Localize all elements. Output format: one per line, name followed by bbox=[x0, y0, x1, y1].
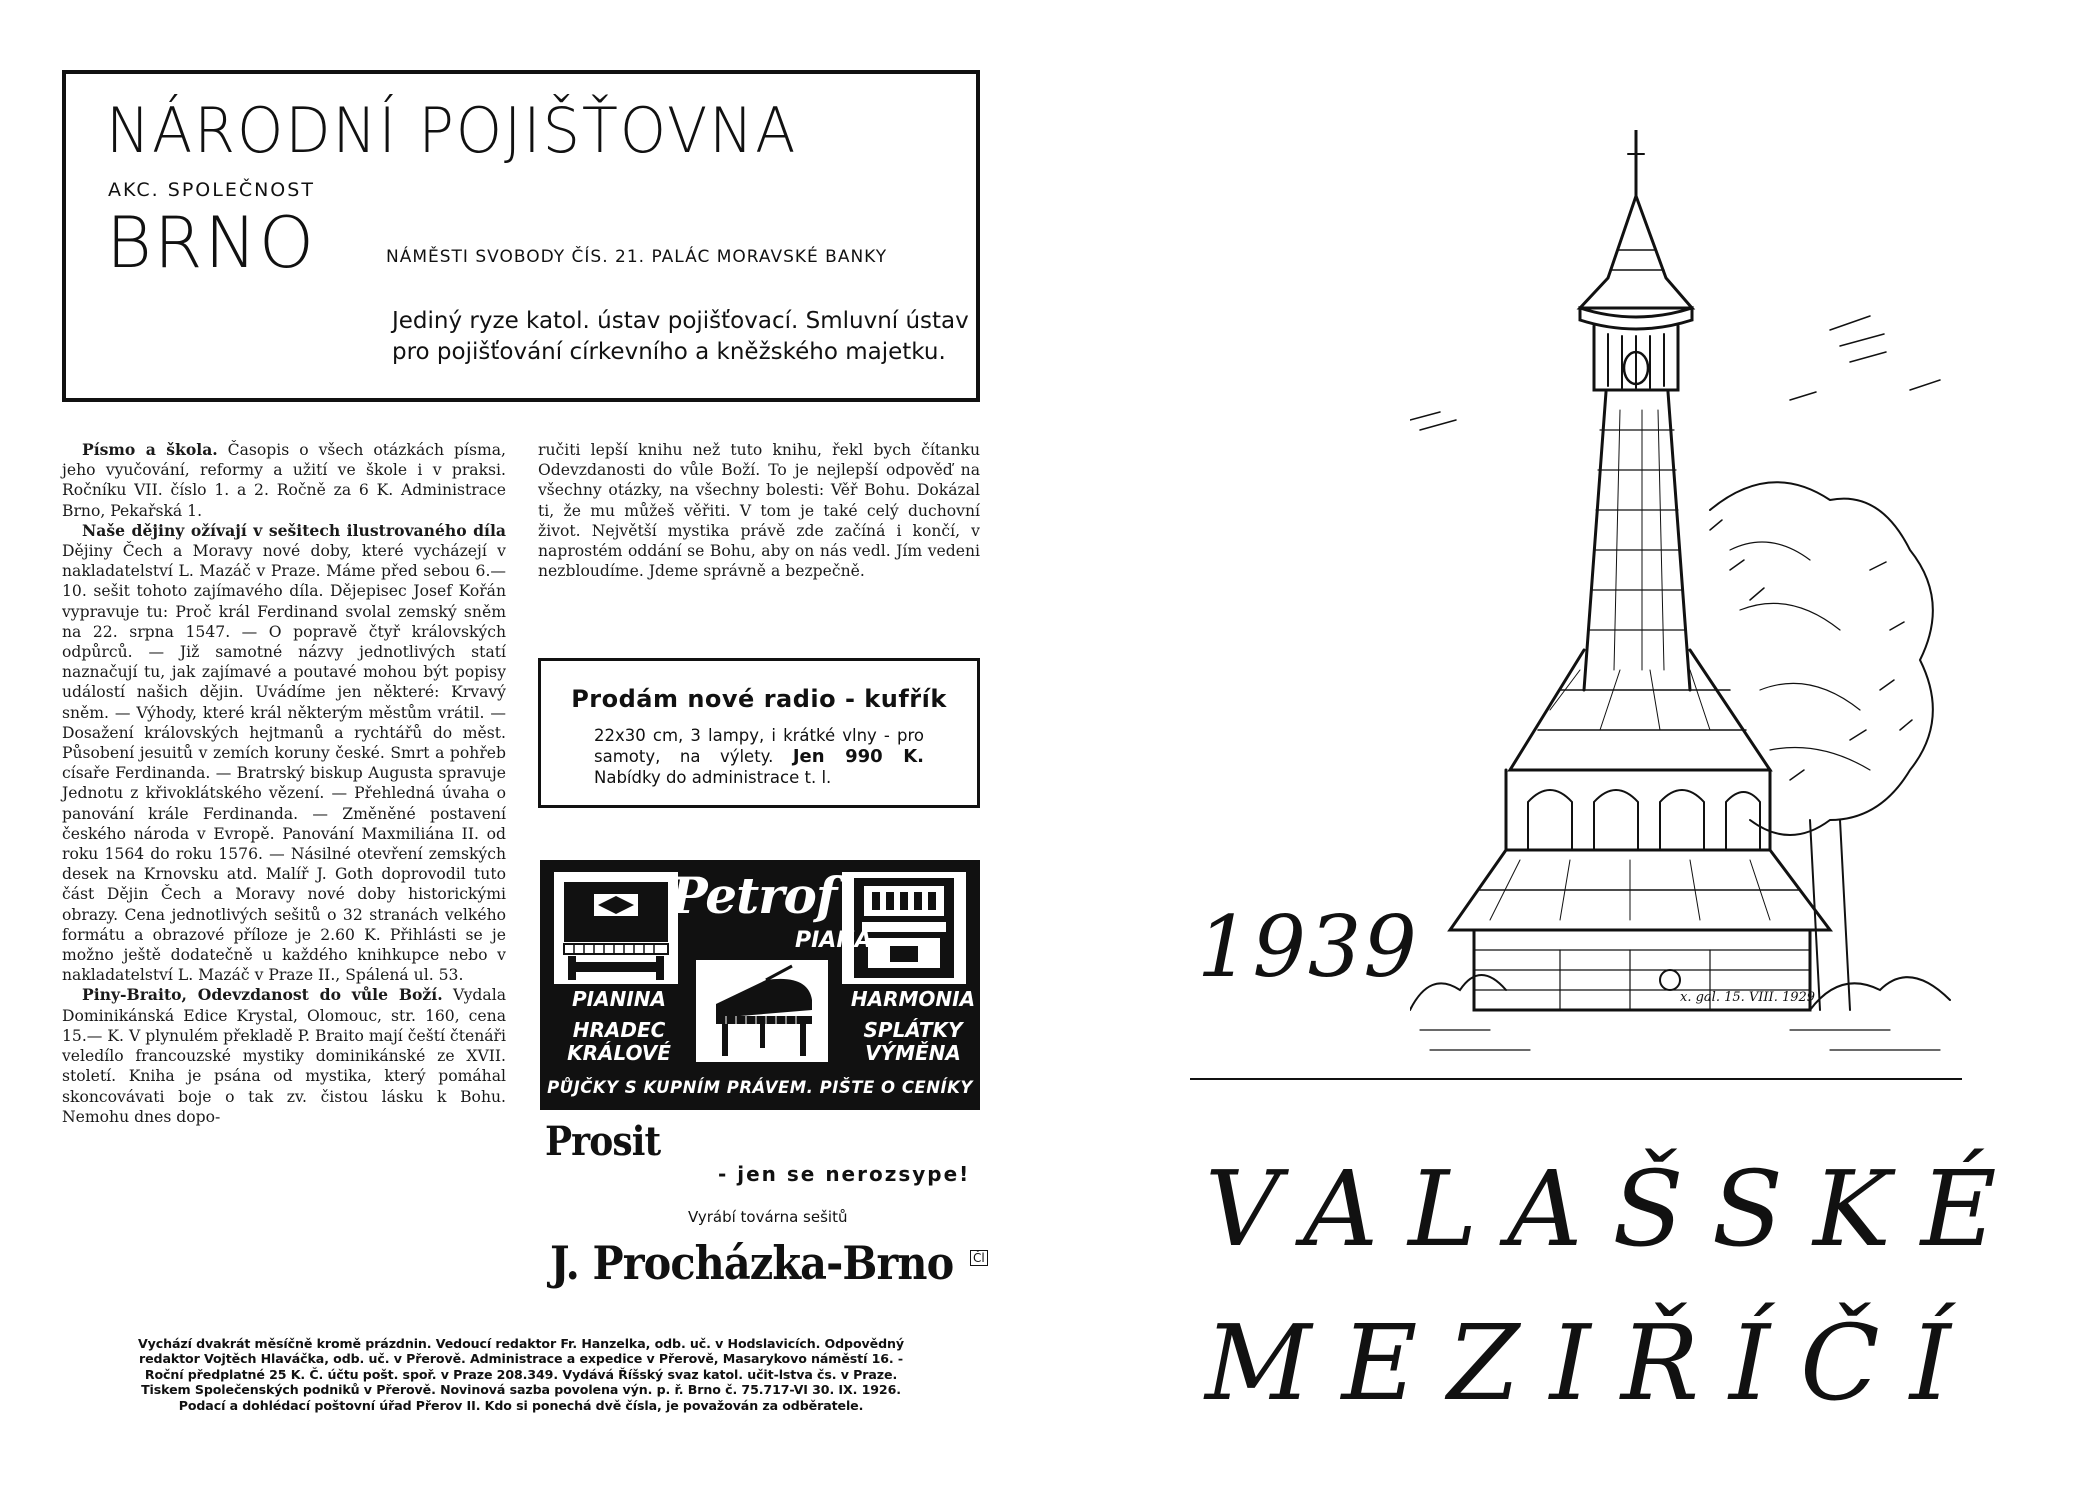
radio-ad-headline: Prodám nové radio - kufřík bbox=[571, 685, 947, 713]
cover-title-line-2: MEZIŘÍČÍ bbox=[1205, 1302, 1981, 1424]
petrof-hradec-label: HRADEC bbox=[572, 1018, 666, 1042]
review-heading: Piny-Braito, Odevzdanost do vůle Boží. bbox=[82, 985, 443, 1005]
middle-text-column bbox=[538, 440, 980, 581]
insurance-ad-city: BRNO bbox=[106, 202, 316, 284]
petrof-harmonia-label: HARMONIA bbox=[850, 987, 976, 1011]
petrof-footer: PŮJČKY S KUPNÍM PRÁVEM. PIŠTE O CENÍKY bbox=[547, 1078, 973, 1097]
insurance-ad-subtitle: AKC. SPOLEČNOST bbox=[108, 179, 315, 201]
prosit-brand: Prosit bbox=[545, 1118, 661, 1165]
petrof-piana-label: PIANA bbox=[795, 928, 872, 953]
radio-classified-ad bbox=[538, 658, 980, 808]
imprint-line: Podací a dohlédací poštovní úřad Přerov II. Kdo si ponechá dvě čísla, je považován za odběratele. bbox=[178, 1397, 864, 1413]
imprint-line: redaktor Vojtěch Hlaváčka, odb. uč. v Přerově. Administrace a expedice v Přerově, Masarykovo náměstí 16. - bbox=[138, 1351, 904, 1367]
radio-ad-price: Jen 990 K. bbox=[792, 746, 924, 767]
insurance-ad-desc-line-1: Jediný ryze katol. ústav pojišťovací. Smluvní ústav bbox=[392, 308, 969, 334]
left-text-column bbox=[62, 440, 506, 1127]
radio-ad-body bbox=[594, 725, 924, 788]
radio-ad-offer: Nabídky do administrace t. l. bbox=[594, 768, 832, 787]
upright-piano-icon bbox=[554, 872, 678, 984]
review-continuation: ručiti lepší knihu než tuto knihu, řekl bych čítanku Odevzdanosti do vůle Boží. To je nejlepší odpověď na všechny otázky, na všechny bolesti: Věř Bohu. Dokázal ti, že mu můžeš věřiti. V tom je také celý duchovní život. Největší mystika právě zde začíná i končí, v naprostém oddání se Bohu, aby on nás vedl. Jím vedeni nezbloudíme. Jdeme správně a bezpečně. bbox=[538, 441, 980, 581]
bell-tower-sketch-icon bbox=[1410, 130, 1970, 1090]
review-body: Vydala Dominikánská Edice Krystal, Olomouc, str. 160, cena 15.— K. V plynulém překladě P. Braito mají čeští čtenáři veledílo francouzské mystiky dominikánské ze XVII. století. Kniha je psána od mystika, který pomáhal skoncovávati boje o tak zv. čistou lásku k Bohu. Nemohu dnes dopo- bbox=[62, 986, 506, 1126]
petrof-right-labels bbox=[846, 988, 980, 1065]
review-heading: Písmo a škola. bbox=[82, 440, 218, 459]
review-pismo-a-skola bbox=[62, 440, 506, 521]
artist-signature: x. gal. 15. VIII. 1929 bbox=[1680, 990, 1816, 1005]
radio-ad-desc: 22x30 cm, 3 lampy, i krátké vlny - pro samoty, na výlety. bbox=[594, 726, 924, 766]
review-body: Dějiny Čech a Moravy nové doby, které vycházejí v nakladatelství L. Mazáč v Praze. Máme před sebou 6.—10. sešit tohoto zajímavého díla. Dějepisec Josef Kořán vypravuje tu: Proč král Ferdinand svolal zemský sněm na 22. srpna 1547. — O popravě čtyř královských odpůrců. — Již samotné názvy jednotlivých statí naznačují tu, jak zajímavé a poutavé mohou být popisy událostí našich dějin. Uvádíme jen některé: Krvavý sněm. — Výhody, které král některým městům vrátil. — Dosažení královských hejtmanů a rychtářů do měst. Působení jesuitů v zemích koruny české. Smrt a pohřeb císaře Ferdinanda. — Bratrský biskup Augusta spravuje Jednotu z křivoklátského vězení. — Přehledná úvaha o panování krále Ferdinanda. — Změněné postavení českého národa v Evropě. Panování Maxmiliána II. od roku 1564 do roku 1576. — Násilné otevření zemských desek na Krnovsku atd. Malíř J. Goth doprovodil tuto část Dějin Čech a Moravy nové doby historickými obrazy. Cena jednotlivých sešitů o 32 stranách velkého formátu a obrazové příloze je 2.60 K. Přihlásti se je možno ještě dodatečně u každého knihkupce nebo v nakladatelství L. Mazáč v Praze II., Spálená ul. 53. bbox=[62, 542, 506, 985]
prosit-made-by: Vyrábí továrna sešitů bbox=[688, 1208, 848, 1226]
insurance-ad-address: NÁMĚSTI SVOBODY ČÍS. 21. PALÁC MORAVSKÉ BANKY bbox=[386, 247, 888, 267]
prosit-maker: J. Procházka-Brno bbox=[550, 1236, 954, 1290]
review-heading: Naše dějiny ožívají v sešitech ilustrovaného díla bbox=[82, 520, 506, 540]
imprint-line: Tiskem Společenských podniků v Přerově. Novinová sazba povolena výn. p. ř. Brno č. 75.717-VI 30. IX. 1926. bbox=[141, 1382, 901, 1398]
petrof-logo: Petrof bbox=[670, 866, 837, 925]
imprint-line: Roční předplatné 25 K. Č. účtu pošt. spoř. v Praze 208.349. Vydává Říšský svaz katol. učit-lstva čs. v Praze. bbox=[144, 1366, 898, 1382]
grand-piano-icon bbox=[696, 960, 828, 1062]
prosit-trademark: Čl bbox=[970, 1250, 988, 1266]
review-body: Časopis o všech otázkách písma, jeho vyučování, reformy a užití ve škole i v praksi. Ročníku VII. číslo 1. a 2. Ročně za 6 K. Administrace Brno, Pekařská 1. bbox=[62, 441, 506, 520]
petrof-splatky-label: SPLÁTKY bbox=[863, 1018, 963, 1042]
cover-divider bbox=[1190, 1078, 1962, 1080]
insurance-ad-description bbox=[392, 306, 969, 368]
review-nase-dejiny bbox=[62, 521, 506, 986]
petrof-pianina-label: PIANINA bbox=[572, 987, 666, 1011]
petrof-piano-ad bbox=[540, 860, 980, 1110]
imprint bbox=[62, 1336, 980, 1413]
prosit-slogan: - jen se nerozsype! bbox=[718, 1162, 971, 1186]
petrof-left-labels bbox=[544, 988, 694, 1065]
insurance-ad-desc-line-2: pro pojišťování církevního a kněžského majetku. bbox=[392, 339, 946, 365]
insurance-ad bbox=[62, 70, 980, 402]
petrof-vymena-label: VÝMĚNA bbox=[865, 1041, 961, 1065]
imprint-line: Vychází dvakrát měsíčně kromě prázdnin. Vedoucí redaktor Fr. Hanzelka, odb. uč. v Hodslavicích. Odpovědný bbox=[138, 1336, 904, 1351]
review-piny-braito bbox=[62, 985, 506, 1126]
petrof-kralove-label: KRÁLOVÉ bbox=[567, 1041, 671, 1065]
cover-title-line-1: VALAŠSKÉ bbox=[1205, 1148, 2027, 1270]
insurance-ad-title: NÁRODNÍ POJIŠŤOVNA bbox=[106, 94, 798, 167]
cover-year: 1939 bbox=[1197, 898, 1419, 996]
